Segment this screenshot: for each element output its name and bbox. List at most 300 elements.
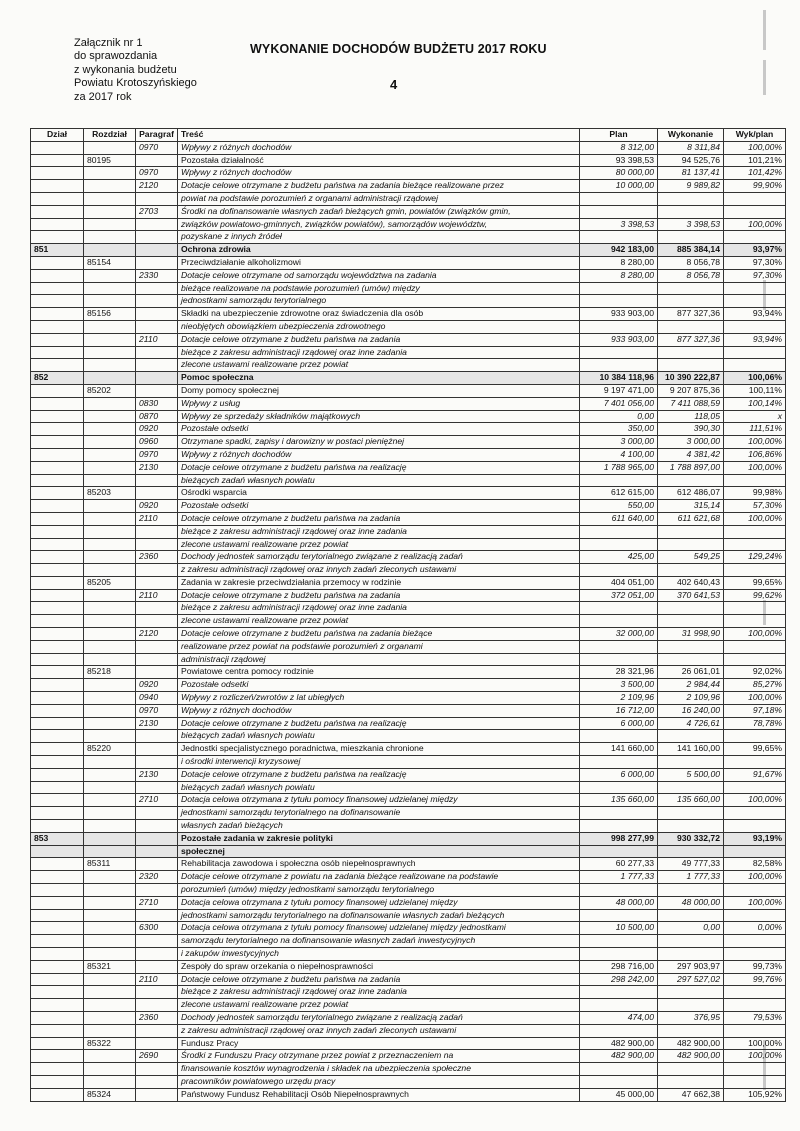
cell-wykonanie [658,231,724,244]
cell-plan [580,807,658,820]
cell-dzial [31,218,84,231]
cell-tresc: bieżące z zakresu administracji rządowej oraz inne zadania [178,525,580,538]
cell-wyk-plan [724,295,786,308]
cell-dzial [31,960,84,973]
cell-wykonanie [658,935,724,948]
cell-wykonanie: 877 327,36 [658,308,724,321]
cell-wykonanie [658,948,724,961]
cell-tresc: Wpływy z różnych dochodów [178,704,580,717]
table-row [31,884,786,897]
cell-rozdzial [84,244,136,257]
table-row [31,717,786,730]
cell-wykonanie [658,525,724,538]
cell-wykonanie: 31 998,90 [658,628,724,641]
cell-plan: 10 000,00 [580,180,658,193]
cell-paragraf: 2110 [136,512,178,525]
cell-wyk-plan [724,948,786,961]
cell-wyk-plan: 99,73% [724,960,786,973]
attachment-line: Załącznik nr 1 [74,37,143,49]
cell-paragraf: 0830 [136,397,178,410]
cell-wyk-plan: 97,30% [724,256,786,269]
cell-tresc: bieżące realizowane na podstawie porozumień (umów) między [178,282,580,295]
cell-wykonanie: 1 788 897,00 [658,461,724,474]
cell-rozdzial [84,423,136,436]
table-row [31,743,786,756]
cell-wyk-plan [724,538,786,551]
cell-tresc: Pozostała działalność [178,154,580,167]
page-number: 4 [390,77,398,92]
cell-dzial [31,628,84,641]
cell-rozdzial: 85311 [84,858,136,871]
cell-plan: 141 660,00 [580,743,658,756]
cell-dzial [31,948,84,961]
cell-wyk-plan: 100,00% [724,871,786,884]
cell-rozdzial [84,231,136,244]
cell-plan [580,205,658,218]
cell-wyk-plan: 106,86% [724,448,786,461]
cell-dzial [31,845,84,858]
cell-rozdzial [84,333,136,346]
cell-wyk-plan [724,525,786,538]
scan-edge-mark [763,10,766,50]
table-row [31,768,786,781]
cell-wyk-plan [724,564,786,577]
cell-rozdzial [84,935,136,948]
table-row [31,1075,786,1088]
cell-wykonanie: 26 061,01 [658,666,724,679]
cell-tresc: jednostkami samorządu terytorialnego na dofinansowanie własnych zadań bieżących [178,909,580,922]
table-row [31,231,786,244]
cell-dzial [31,679,84,692]
cell-wyk-plan: 100,06% [724,372,786,385]
cell-dzial [31,896,84,909]
table-row [31,832,786,845]
cell-wykonanie [658,781,724,794]
cell-plan [580,653,658,666]
cell-paragraf: 0920 [136,500,178,513]
cell-tresc: nieobjętych obowiązkiem ubezpieczenia zdrowotnego [178,320,580,333]
cell-wykonanie: 885 384,14 [658,244,724,257]
cell-rozdzial [84,167,136,180]
cell-paragraf [136,999,178,1012]
table-row [31,474,786,487]
cell-paragraf [136,576,178,589]
cell-wykonanie: 118,05 [658,410,724,423]
cell-rozdzial [84,653,136,666]
cell-plan [580,845,658,858]
cell-rozdzial [84,807,136,820]
cell-paragraf: 2110 [136,589,178,602]
cell-wyk-plan: 100,00% [724,512,786,525]
cell-rozdzial [84,615,136,628]
cell-dzial [31,295,84,308]
cell-dzial [31,154,84,167]
cell-paragraf [136,1037,178,1050]
cell-tresc: Dotacje celowe otrzymane z budżetu państwa na zadania [178,512,580,525]
cell-paragraf: 2710 [136,794,178,807]
table-row [31,1011,786,1024]
table-row [31,512,786,525]
table-row [31,922,786,935]
cell-paragraf [136,564,178,577]
cell-plan [580,884,658,897]
cell-wykonanie: 549,25 [658,551,724,564]
cell-wyk-plan: 100,00% [724,218,786,231]
cell-wykonanie: 8 311,84 [658,141,724,154]
cell-paragraf [136,756,178,769]
cell-tresc: Państwowy Fundusz Rehabilitacji Osób Niepełnosprawnych [178,1088,580,1101]
cell-wyk-plan: 111,51% [724,423,786,436]
cell-rozdzial [84,756,136,769]
cell-dzial [31,756,84,769]
cell-wykonanie: 877 327,36 [658,333,724,346]
cell-wykonanie: 0,00 [658,922,724,935]
cell-rozdzial [84,717,136,730]
cell-paragraf [136,538,178,551]
table-row [31,576,786,589]
cell-dzial [31,589,84,602]
cell-paragraf [136,308,178,321]
cell-rozdzial: 85156 [84,308,136,321]
cell-plan: 482 900,00 [580,1037,658,1050]
cell-paragraf [136,935,178,948]
cell-dzial [31,500,84,513]
cell-wykonanie: 315,14 [658,500,724,513]
attachment-note [74,37,197,104]
cell-wykonanie [658,845,724,858]
cell-wykonanie: 297 903,97 [658,960,724,973]
cell-wyk-plan [724,231,786,244]
cell-wyk-plan: 78,78% [724,717,786,730]
table-row [31,320,786,333]
cell-dzial [31,768,84,781]
cell-rozdzial [84,704,136,717]
table-row [31,896,786,909]
cell-rozdzial [84,538,136,551]
cell-dzial [31,858,84,871]
cell-tresc: Dochody jednostek samorządu terytorialnego związane z realizacją zadań [178,551,580,564]
cell-wyk-plan: 82,58% [724,858,786,871]
cell-paragraf: 2330 [136,269,178,282]
cell-dzial [31,231,84,244]
cell-tresc: własnych zadań bieżących [178,820,580,833]
cell-paragraf [136,231,178,244]
cell-paragraf [136,244,178,257]
cell-paragraf [136,743,178,756]
cell-dzial [31,180,84,193]
cell-plan: 8 280,00 [580,269,658,282]
attachment-line: do sprawozdania [74,50,158,63]
cell-paragraf [136,909,178,922]
cell-plan: 3 500,00 [580,679,658,692]
cell-paragraf [136,1075,178,1088]
cell-plan [580,295,658,308]
cell-tresc: bieżących zadań własnych powiatu [178,474,580,487]
cell-dzial [31,717,84,730]
cell-rozdzial [84,602,136,615]
cell-plan: 474,00 [580,1011,658,1024]
cell-dzial: 853 [31,832,84,845]
cell-rozdzial: 85321 [84,960,136,973]
cell-wyk-plan [724,320,786,333]
cell-plan: 3 000,00 [580,436,658,449]
cell-rozdzial [84,500,136,513]
cell-wyk-plan [724,845,786,858]
cell-paragraf [136,845,178,858]
cell-dzial [31,512,84,525]
cell-plan: 998 277,99 [580,832,658,845]
cell-tresc: Domy pomocy społecznej [178,384,580,397]
cell-rozdzial [84,410,136,423]
cell-dzial [31,666,84,679]
table-row [31,167,786,180]
cell-wykonanie: 8 056,78 [658,256,724,269]
cell-tresc: Wpływy z różnych dochodów [178,167,580,180]
table-row [31,615,786,628]
cell-wyk-plan [724,884,786,897]
cell-wyk-plan: 100,00% [724,436,786,449]
cell-tresc: porozumień (umów) między jednostkami samorządu terytorialnego [178,884,580,897]
cell-wyk-plan: 100,00% [724,1037,786,1050]
cell-rozdzial [84,1050,136,1063]
cell-tresc: Dotacje celowe otrzymane od samorządu województwa na zadania [178,269,580,282]
cell-rozdzial [84,794,136,807]
cell-wyk-plan: 99,98% [724,487,786,500]
cell-wyk-plan: 92,02% [724,666,786,679]
cell-dzial [31,820,84,833]
cell-paragraf: 0960 [136,436,178,449]
cell-plan: 8 312,00 [580,141,658,154]
cell-wykonanie: 135 660,00 [658,794,724,807]
cell-wykonanie: 612 486,07 [658,487,724,500]
cell-wyk-plan [724,640,786,653]
cell-wyk-plan: 97,30% [724,269,786,282]
cell-dzial [31,999,84,1012]
cell-rozdzial [84,436,136,449]
cell-plan [580,1063,658,1076]
cell-wykonanie: 930 332,72 [658,832,724,845]
table-row [31,564,786,577]
cell-wykonanie: 94 525,76 [658,154,724,167]
cell-paragraf [136,666,178,679]
table-row [31,180,786,193]
cell-wyk-plan: 93,94% [724,308,786,321]
cell-rozdzial [84,871,136,884]
cell-paragraf [136,1024,178,1037]
cell-paragraf: 2690 [136,1050,178,1063]
cell-rozdzial [84,474,136,487]
cell-rozdzial [84,218,136,231]
cell-rozdzial [84,346,136,359]
cell-tresc: realizowane przez powiat na podstawie porozumień z organami [178,640,580,653]
cell-wyk-plan: 100,00% [724,461,786,474]
table-row [31,589,786,602]
cell-dzial [31,922,84,935]
cell-dzial [31,333,84,346]
cell-plan [580,1024,658,1037]
cell-tresc: Zadania w zakresie przeciwdziałania przemocy w rodzinie [178,576,580,589]
cell-wyk-plan: 99,76% [724,973,786,986]
cell-tresc: Otrzymane spadki, zapisy i darowizny w postaci pieniężnej [178,436,580,449]
cell-paragraf [136,781,178,794]
cell-tresc: Jednostki specjalistycznego poradnictwa, mieszkania chronione [178,743,580,756]
cell-paragraf [136,807,178,820]
table-row [31,948,786,961]
cell-dzial [31,909,84,922]
cell-rozdzial: 85218 [84,666,136,679]
cell-paragraf: 2703 [136,205,178,218]
cell-tresc: Dotacje celowe otrzymane z powiatu na zadania bieżące realizowane na podstawie [178,871,580,884]
cell-wyk-plan: 93,19% [724,832,786,845]
cell-rozdzial: 85324 [84,1088,136,1101]
table-row [31,218,786,231]
cell-tresc: powiat na podstawie porozumień z organami administracji rządowej [178,192,580,205]
cell-wykonanie: 16 240,00 [658,704,724,717]
cell-wyk-plan: 101,42% [724,167,786,180]
cell-wykonanie: 5 500,00 [658,768,724,781]
cell-tresc: zlecone ustawami realizowane przez powiat [178,999,580,1012]
cell-dzial [31,794,84,807]
table-row [31,628,786,641]
cell-tresc: jednostkami samorządu terytorialnego na dofinansowanie [178,807,580,820]
cell-rozdzial [84,640,136,653]
table-row [31,282,786,295]
cell-plan [580,538,658,551]
cell-wyk-plan: 85,27% [724,679,786,692]
cell-plan: 32 000,00 [580,628,658,641]
cell-dzial [31,576,84,589]
cell-plan [580,602,658,615]
cell-tresc: Dotacje celowe otrzymane z budżetu państwa na realizację [178,461,580,474]
table-row [31,973,786,986]
cell-paragraf: 0970 [136,141,178,154]
cell-paragraf [136,960,178,973]
cell-paragraf: 2360 [136,1011,178,1024]
cell-plan: 6 000,00 [580,768,658,781]
cell-wyk-plan: 105,92% [724,1088,786,1101]
cell-paragraf [136,615,178,628]
cell-tresc: Dotacje celowe otrzymane z budżetu państwa na realizację [178,717,580,730]
cell-wyk-plan: 100,00% [724,628,786,641]
cell-tresc: Przeciwdziałanie alkoholizmowi [178,256,580,269]
cell-plan [580,231,658,244]
cell-wyk-plan: 100,00% [724,141,786,154]
cell-wykonanie [658,538,724,551]
cell-rozdzial [84,909,136,922]
cell-paragraf: 2130 [136,717,178,730]
cell-rozdzial [84,986,136,999]
cell-wykonanie: 482 900,00 [658,1037,724,1050]
cell-paragraf [136,884,178,897]
cell-paragraf: 0970 [136,448,178,461]
cell-paragraf [136,192,178,205]
cell-plan: 0,00 [580,410,658,423]
cell-plan [580,948,658,961]
cell-tresc: zlecone ustawami realizowane przez powiat [178,615,580,628]
cell-rozdzial [84,1075,136,1088]
cell-dzial [31,461,84,474]
table-row [31,666,786,679]
table-row [31,384,786,397]
table-row [31,640,786,653]
cell-dzial [31,346,84,359]
cell-plan [580,359,658,372]
cell-plan [580,1075,658,1088]
cell-wyk-plan: 91,67% [724,768,786,781]
cell-wyk-plan [724,909,786,922]
cell-wyk-plan [724,192,786,205]
table-row [31,487,786,500]
table-row [31,397,786,410]
cell-dzial [31,282,84,295]
cell-tresc: Dotacje celowe otrzymane z budżetu państwa na zadania bieżące [178,628,580,641]
cell-dzial [31,423,84,436]
cell-plan: 1 777,33 [580,871,658,884]
cell-wyk-plan: 100,14% [724,397,786,410]
table-row [31,244,786,257]
cell-tresc: jednostkami samorządu terytorialnego [178,295,580,308]
cell-wyk-plan [724,1024,786,1037]
cell-plan: 16 712,00 [580,704,658,717]
cell-plan: 48 000,00 [580,896,658,909]
cell-wyk-plan: 100,00% [724,692,786,705]
cell-rozdzial [84,205,136,218]
table-row [31,372,786,385]
table-row [31,192,786,205]
cell-wykonanie: 297 527,02 [658,973,724,986]
cell-plan: 2 109,96 [580,692,658,705]
cell-wyk-plan: 100,00% [724,896,786,909]
cell-rozdzial [84,282,136,295]
cell-dzial [31,884,84,897]
cell-wyk-plan [724,359,786,372]
cell-plan: 60 277,33 [580,858,658,871]
cell-dzial [31,1063,84,1076]
cell-paragraf: 0970 [136,704,178,717]
table-row [31,730,786,743]
attachment-line: za 2017 rok [74,90,132,103]
cell-wykonanie [658,730,724,743]
cell-tresc: Fundusz Pracy [178,1037,580,1050]
cell-tresc: i ośrodki interwencji kryzysowej [178,756,580,769]
table-row [31,602,786,615]
cell-tresc: Dotacje celowe otrzymane z budżetu państwa na realizację [178,768,580,781]
cell-dzial: 852 [31,372,84,385]
cell-paragraf: 2360 [136,551,178,564]
cell-tresc: zlecone ustawami realizowane przez powiat [178,359,580,372]
cell-tresc: Środki z Funduszu Pracy otrzymane przez powiat z przeznaczeniem na [178,1050,580,1063]
cell-dzial [31,1088,84,1101]
cell-tresc: bieżących zadań własnych powiatu [178,730,580,743]
cell-rozdzial [84,320,136,333]
table-row [31,692,786,705]
cell-dzial [31,359,84,372]
cell-tresc: Powiatowe centra pomocy rodzinie [178,666,580,679]
cell-plan [580,909,658,922]
cell-plan: 404 051,00 [580,576,658,589]
cell-wykonanie [658,192,724,205]
cell-wykonanie [658,320,724,333]
cell-wykonanie [658,602,724,615]
cell-wykonanie: 10 390 222,87 [658,372,724,385]
cell-rozdzial [84,948,136,961]
table-row [31,423,786,436]
cell-paragraf: 2110 [136,973,178,986]
column-header: Paragraf [136,129,178,142]
cell-dzial [31,692,84,705]
cell-wyk-plan [724,346,786,359]
cell-dzial [31,1050,84,1063]
